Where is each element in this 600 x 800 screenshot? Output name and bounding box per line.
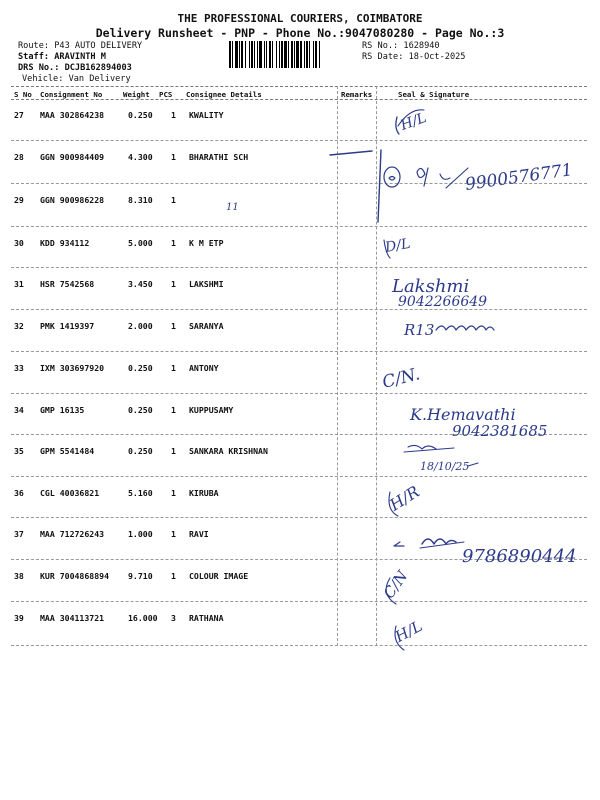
cell-sno: 37: [14, 529, 24, 539]
cell-pcs: 3: [171, 613, 176, 623]
col-consignee: Consignee Details: [186, 90, 262, 99]
cell-weight: 4.300: [128, 152, 153, 162]
cell-consignee: SARANYA: [189, 321, 224, 331]
cell-consignment: HSR 7542568: [40, 279, 95, 289]
cell-pcs: 1: [171, 321, 176, 331]
cell-consignee: RATHANA: [189, 613, 224, 623]
cell-consignment: GGN 900986228: [40, 195, 105, 205]
cell-weight: 2.000: [128, 321, 153, 331]
cell-weight: 16.000: [128, 613, 158, 623]
cell-consignee: KUPPUSAMY: [189, 405, 234, 415]
table-row: [11, 477, 587, 518]
col-seal: Seal & Signature: [398, 90, 470, 99]
col-weight: Weight: [123, 90, 150, 99]
cell-consignee: RAVI: [189, 529, 209, 539]
table-row: [11, 184, 587, 227]
cell-consignment: MAA 302864238: [40, 110, 105, 120]
cell-consignee: COLOUR IMAGE: [189, 571, 249, 581]
cell-weight: 9.710: [128, 571, 153, 581]
cell-sno: 32: [14, 321, 24, 331]
cell-consignment: IXM 303697920: [40, 363, 105, 373]
company-title: THE PROFESSIONAL COURIERS, COIMBATORE: [177, 12, 423, 25]
table-row: [11, 227, 587, 268]
cell-pcs: 1: [171, 529, 176, 539]
sig-31-phone: 9042266649: [398, 294, 488, 310]
cell-weight: 1.000: [128, 529, 153, 539]
cell-weight: 5.160: [128, 488, 153, 498]
cell-weight: 0.250: [128, 405, 153, 415]
sig-34-name: K.Hemavathi: [410, 405, 516, 424]
table-row: [11, 310, 587, 352]
cell-sno: 31: [14, 279, 24, 289]
table-row: [11, 394, 587, 435]
sig-36: H/R: [386, 481, 423, 515]
cell-sno: 39: [14, 613, 24, 623]
cell-consignee: LAKSHMI: [189, 279, 224, 289]
sig-32: R13: [404, 321, 435, 339]
vehicle-text: Vehicle: Van Delivery: [22, 74, 131, 84]
runsheet-title: Delivery Runsheet - PNP - Phone No.:9047080280 - Page No.:3: [95, 26, 505, 40]
cell-sno: 29: [14, 195, 24, 205]
cell-consignee: SANKARA KRISHNAN: [189, 446, 268, 456]
cell-pcs: 1: [171, 238, 176, 248]
cell-consignment: GMP 16135: [40, 405, 85, 415]
sig-31-name: Lakshmi: [392, 276, 470, 297]
cell-consignee: KIRUBA: [189, 488, 219, 498]
cell-consignee: KWALITY: [189, 110, 224, 120]
cell-pcs: 1: [171, 405, 176, 415]
cell-sno: 34: [14, 405, 24, 415]
table-row: [11, 352, 587, 394]
barcode: [229, 41, 357, 68]
header-divider-top: [11, 86, 587, 87]
cell-sno: 27: [14, 110, 24, 120]
cell-sno: 33: [14, 363, 24, 373]
table-row: [11, 602, 587, 646]
cell-consignment: GPM 5541484: [40, 446, 95, 456]
table-row: [11, 518, 587, 560]
cell-weight: 0.250: [128, 363, 153, 373]
table-row: [11, 435, 587, 477]
sig-30: D/L: [383, 235, 412, 256]
cell-sno: 36: [14, 488, 24, 498]
sig-38: C/N: [379, 567, 412, 602]
col-consignment: Consignment No: [40, 90, 103, 99]
cell-weight: 0.250: [128, 446, 153, 456]
cell-pcs: 1: [171, 110, 176, 120]
cell-sno: 28: [14, 152, 24, 162]
cell-consignment: CGL 40036821: [40, 488, 100, 498]
row-divider: [11, 645, 587, 646]
cell-sno: 35: [14, 446, 24, 456]
table-row: [11, 141, 587, 184]
cell-consignee: BHARATHI SCH: [189, 152, 249, 162]
rs-no-text: RS No.: 1628940: [362, 41, 440, 51]
sig-34-phone: 9042381685: [452, 422, 548, 440]
col-pcs: PCS: [159, 90, 173, 99]
cell-consignment: MAA 712726243: [40, 529, 105, 539]
sig-33: C/N.: [380, 364, 423, 393]
cell-consignee: K M ETP: [189, 238, 224, 248]
cell-weight: 5.000: [128, 238, 153, 248]
sig-37: 9786890444: [462, 546, 577, 567]
sig-27: H/L: [398, 109, 429, 134]
cell-consignment: KUR 7004868894: [40, 571, 110, 581]
rs-date-text: RS Date: 18-Oct-2025: [362, 52, 466, 62]
cell-sno: 30: [14, 238, 24, 248]
table-row: [11, 560, 587, 602]
cell-consignment: KDD 934112: [40, 238, 90, 248]
cell-weight: 0.250: [128, 110, 153, 120]
cell-consignee: ANTONY: [189, 363, 219, 373]
sig-29: 11: [226, 202, 239, 213]
cell-weight: 3.450: [128, 279, 153, 289]
sig-39: H/L: [392, 616, 426, 646]
table-row: [11, 99, 587, 141]
cell-pcs: 1: [171, 488, 176, 498]
cell-sno: 38: [14, 571, 24, 581]
cell-pcs: 1: [171, 446, 176, 456]
drs-text: DRS No.: DCJB162894003: [18, 63, 132, 73]
cell-pcs: 1: [171, 279, 176, 289]
cell-weight: 8.310: [128, 195, 153, 205]
cell-pcs: 1: [171, 363, 176, 373]
cell-consignment: PMK 1419397: [40, 321, 95, 331]
cell-consignment: MAA 304113721: [40, 613, 105, 623]
table-row: [11, 268, 587, 310]
cell-pcs: 1: [171, 571, 176, 581]
staff-text: Staff: ARAVINTH M: [18, 52, 106, 62]
cell-consignment: GGN 900984409: [40, 152, 105, 162]
route-text: Route: P43 AUTO DELIVERY: [18, 41, 143, 51]
col-sno: S No: [14, 90, 32, 99]
sig-35-date: 18/10/25: [420, 460, 470, 473]
col-remarks: Remarks: [341, 90, 373, 99]
cell-pcs: 1: [171, 195, 176, 205]
sig-28: 9900576771: [463, 160, 574, 195]
cell-pcs: 1: [171, 152, 176, 162]
